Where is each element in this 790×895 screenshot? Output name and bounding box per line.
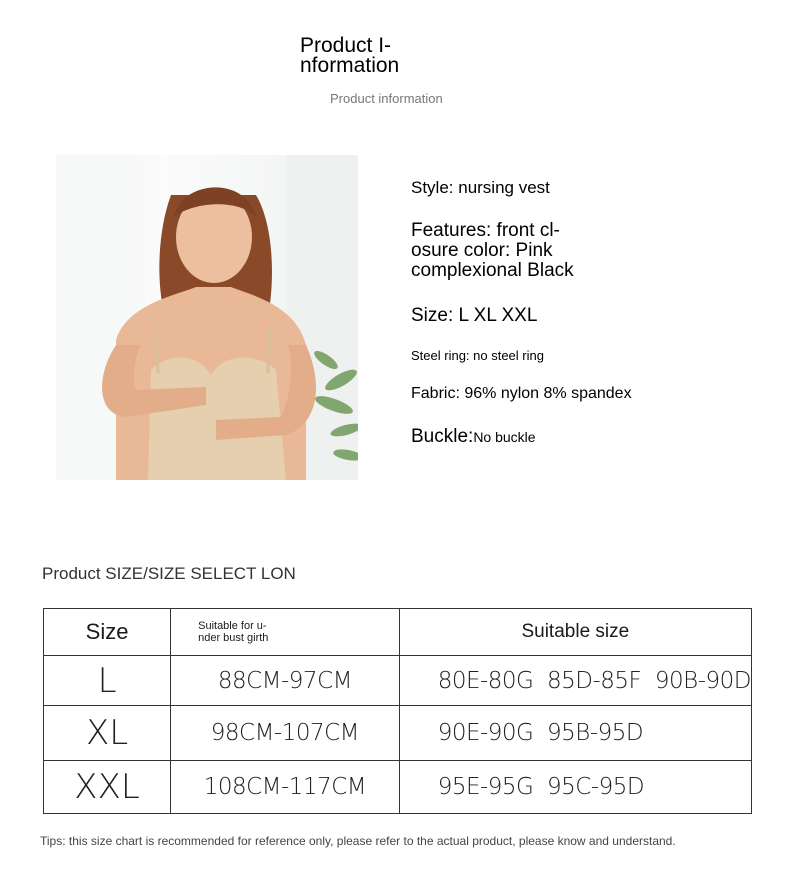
cell-suitable: 90E-90G 95B-95D — [399, 706, 751, 761]
table-row — [44, 656, 752, 706]
buckle-value: No buckle — [473, 429, 536, 445]
size-chart-title: Product SIZE/SIZE SELECT LON — [42, 564, 296, 583]
features-line-3: complexional Black — [411, 260, 574, 281]
cell-girth: 98CM-107CM — [171, 706, 400, 761]
cell-size: XXL — [44, 761, 171, 814]
spec-style: Style: nursing vest — [411, 178, 550, 197]
header-suitable: Suitable size — [399, 609, 751, 656]
cell-suitable: 80E-80G 85D-85F 90B-90D — [399, 656, 751, 706]
page-subtitle: Product information — [330, 91, 443, 106]
features-line-2: osure color: Pink — [411, 240, 553, 261]
buckle-label: Buckle: — [411, 426, 474, 447]
table-row — [44, 706, 752, 761]
page-title — [300, 36, 399, 76]
table-row — [44, 761, 752, 814]
model-illustration — [56, 155, 358, 480]
header-girth-line-2: nder bust girth — [198, 632, 269, 644]
cell-size: L — [44, 656, 171, 706]
cell-suitable: 95E-95G 95C-95D — [399, 761, 751, 814]
header-size: Size — [44, 609, 171, 656]
table-header-row — [44, 609, 752, 656]
title-line-2: nformation — [300, 54, 400, 77]
cell-girth: 108CM-117CM — [171, 761, 400, 814]
header-girth-line-1: Suitable for u- — [198, 620, 267, 632]
tips-note: Tips: this size chart is recommended for reference only, please refer to the actual product, please know and understand. — [40, 834, 676, 848]
spec-features — [411, 221, 574, 281]
spec-fabric: Fabric: 96% nylon 8% spandex — [411, 385, 632, 402]
cell-girth: 88CM-97CM — [171, 656, 400, 706]
features-line-1: Features: front cl- — [411, 220, 560, 241]
cell-size: XL — [44, 706, 171, 761]
product-photo — [56, 155, 358, 480]
header-girth — [171, 609, 400, 656]
spec-steel-ring: Steel ring: no steel ring — [411, 348, 544, 363]
spec-buckle — [411, 426, 536, 448]
spec-size: Size: L XL XXL — [411, 305, 538, 326]
size-chart-table — [43, 608, 752, 814]
title-line-1: Product I- — [300, 34, 392, 57]
